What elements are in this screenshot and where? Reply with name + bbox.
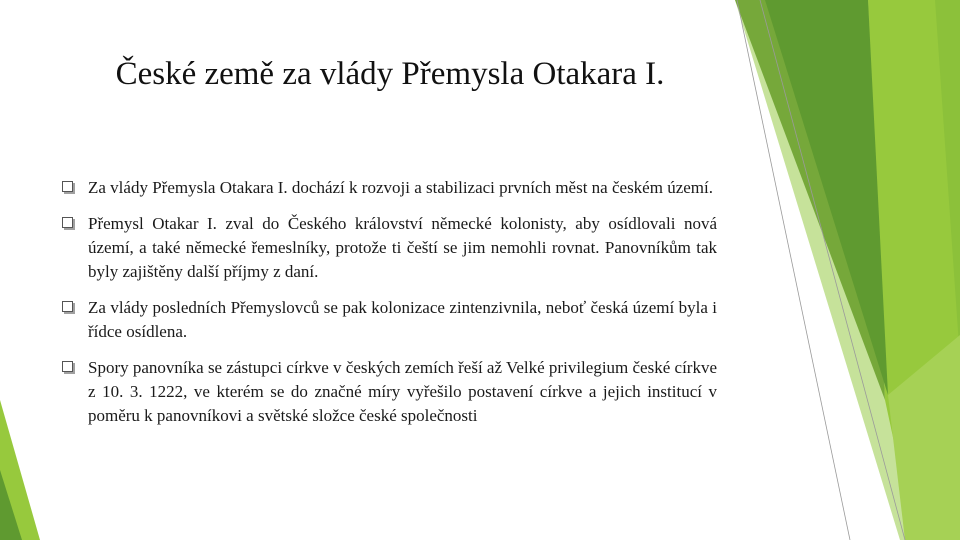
bullet-list xyxy=(62,176,717,440)
bullet-text: Spory panovníka se zástupci církve v českých zemích řeší až Velké privilegium české církve z 10. 3. 1222, ve kterém se do značné míry vyřešilo postavení církve a jejich institucí v poměru k panovníkovi a světské složce české společnosti xyxy=(88,358,717,425)
checkbox-bullet-icon xyxy=(62,181,73,192)
checkbox-bullet-icon xyxy=(62,301,73,312)
bullet-item xyxy=(62,356,717,428)
bullet-text: Za vlády posledních Přemyslovců se pak kolonizace zintenzivnila, neboť česká území byla i řídce osídlena. xyxy=(88,298,717,341)
checkbox-bullet-icon xyxy=(62,217,73,228)
checkbox-bullet-icon xyxy=(62,361,73,372)
slide-title: České země za vlády Přemysla Otakara I. xyxy=(115,56,665,92)
bullet-text: Přemysl Otakar I. zval do Českého království německé kolonisty, aby osídlovali nová území, a také německé řemeslníky, protože ti čeští se jim nemohli rovnat. Panovníkům tak byly zajištěny další příjmy z daní. xyxy=(88,214,717,281)
bullet-item xyxy=(62,212,717,284)
bullet-item xyxy=(62,176,717,200)
bullet-text: Za vlády Přemysla Otakara I. dochází k rozvoji a stabilizaci prvních měst na českém území. xyxy=(88,178,713,197)
bullet-item xyxy=(62,296,717,344)
